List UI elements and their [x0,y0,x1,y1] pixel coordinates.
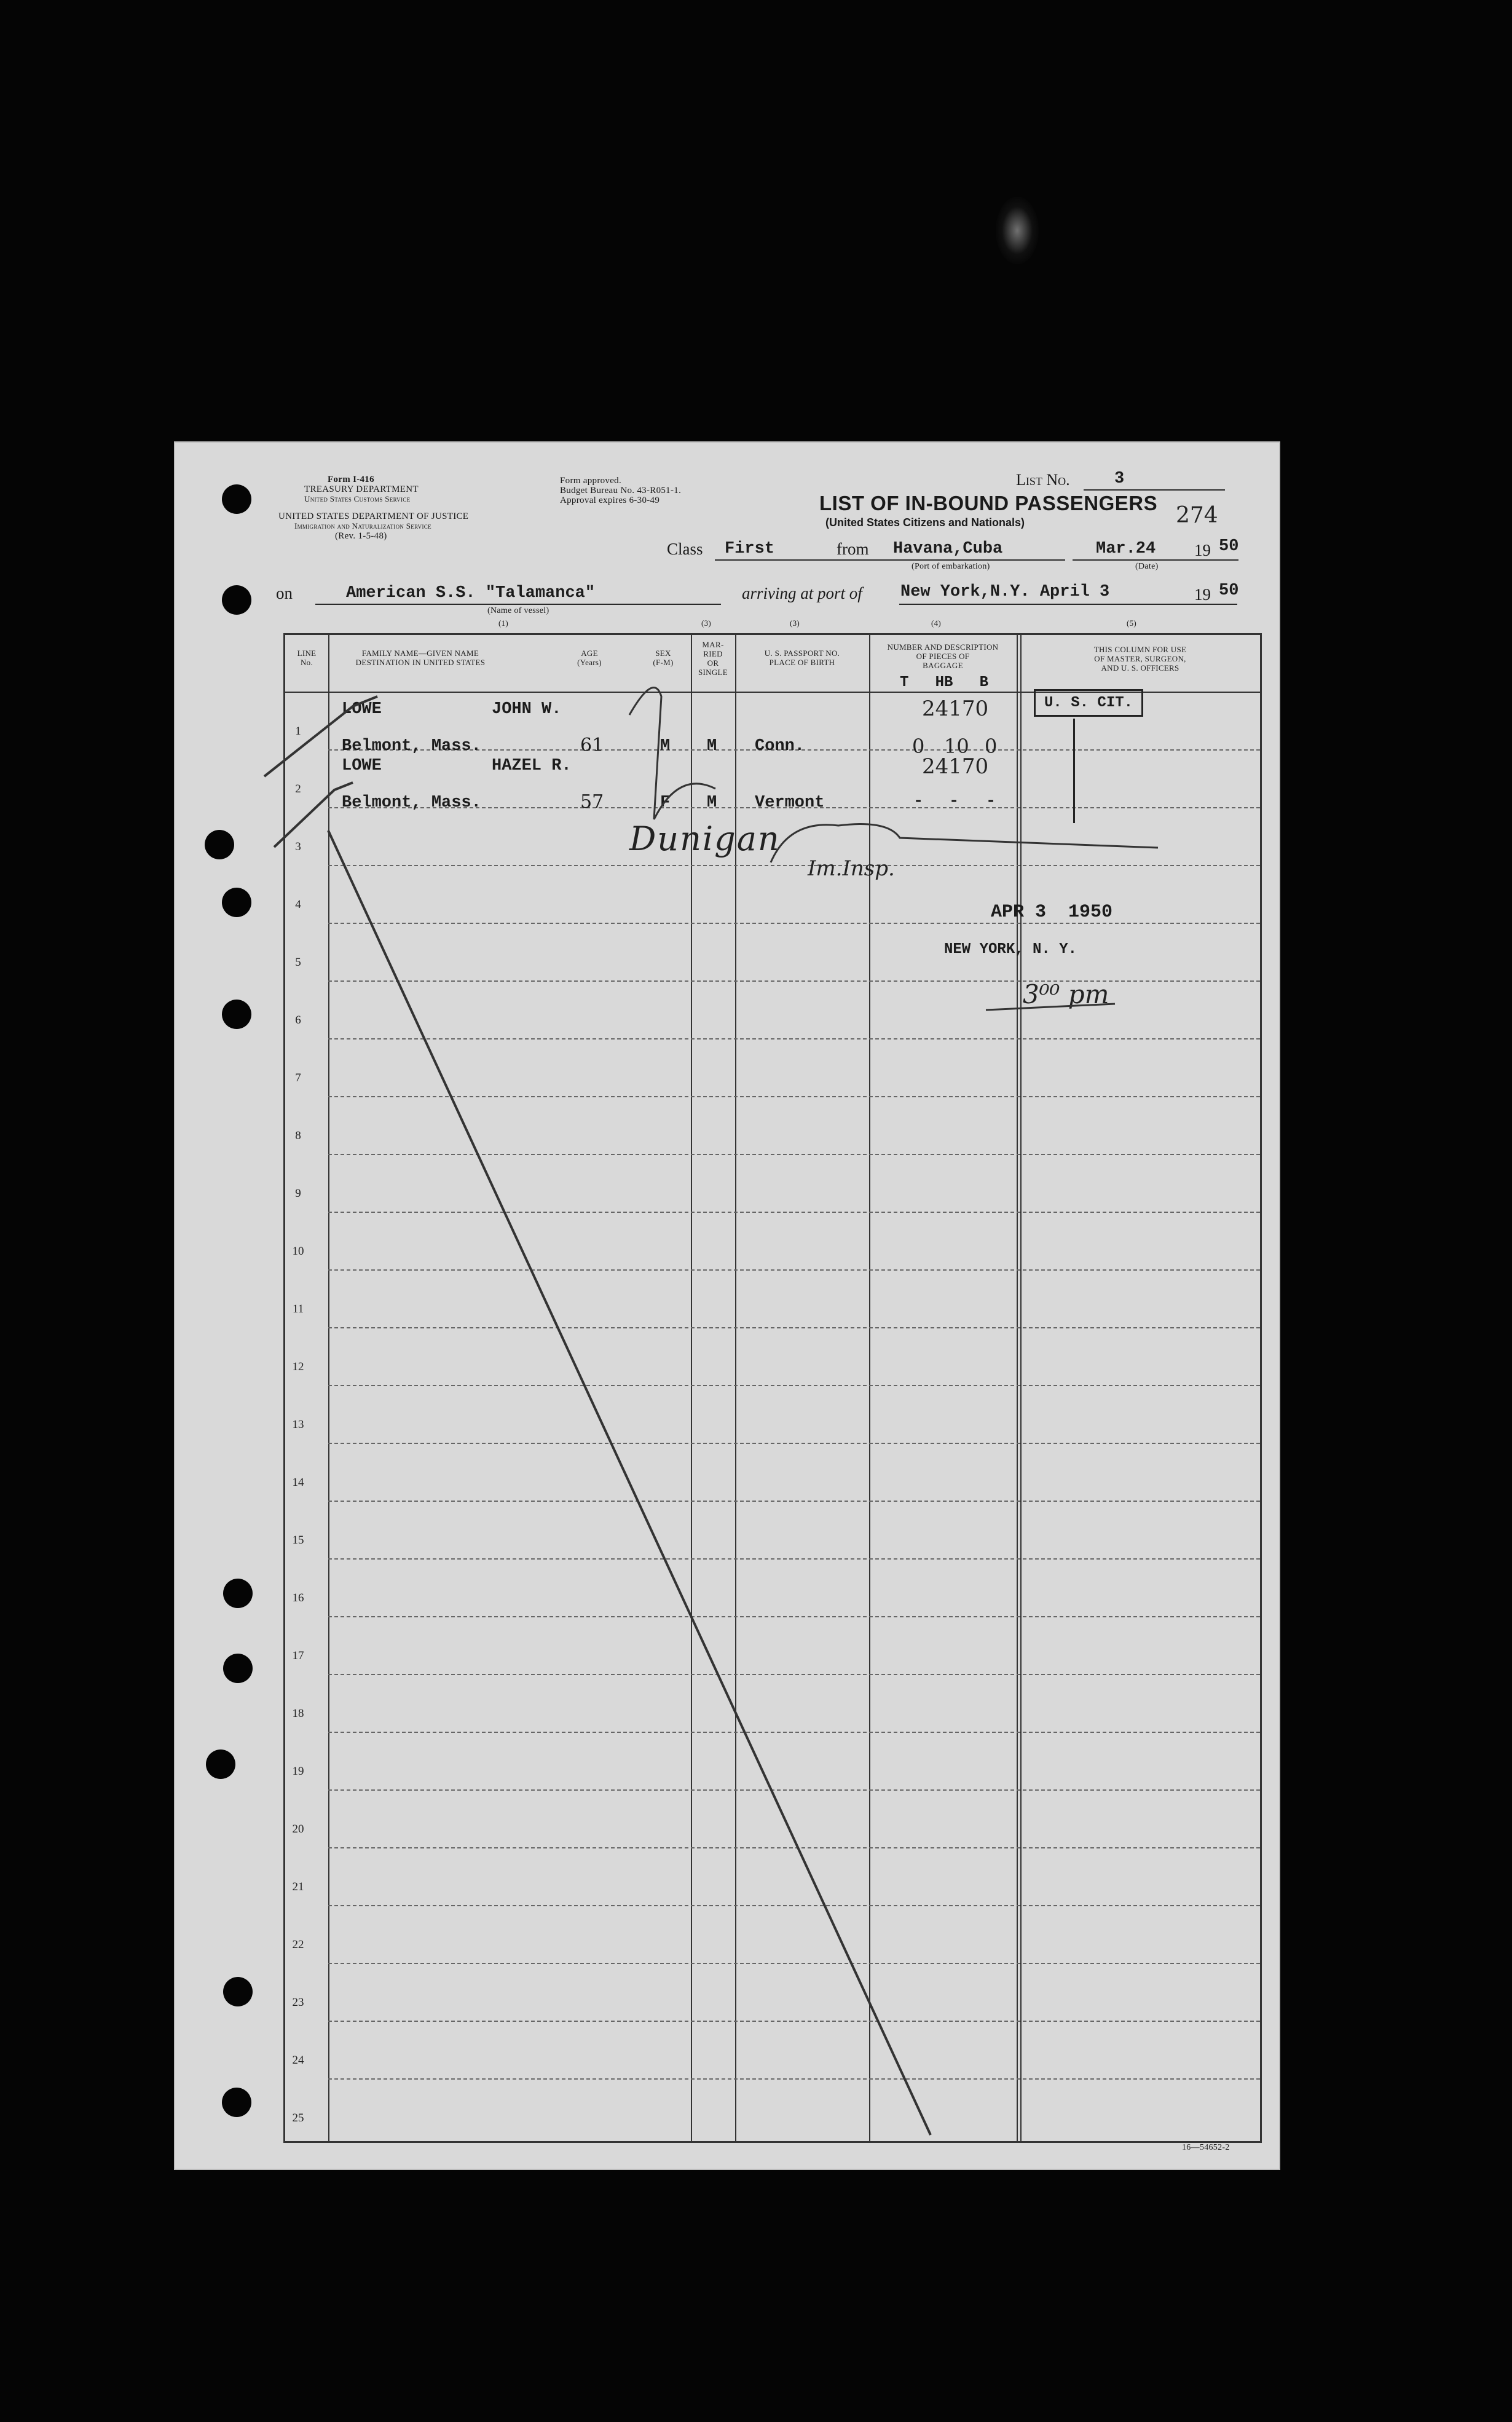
line-number: 9 [295,1187,301,1200]
budget-bureau: Budget Bureau No. 43-R051-1. [560,486,682,495]
check-stroke-2 [274,783,353,847]
vessel-col-number: (1) [498,618,509,628]
inspection-time: 3⁰⁰ pm [1023,979,1109,1009]
line-number: 1 [295,725,301,738]
header-baggage: NUMBER AND DESCRIPTION OF PIECES OF BAGGAGE [887,642,999,670]
binder-hole [223,1579,253,1608]
line-number: 5 [295,956,301,969]
header-married: MAR- RIED OR SINGLE [698,640,728,677]
year-prefix: 19 [1194,541,1211,559]
line-number: 23 [292,1996,304,2009]
void-diagonal-line [328,830,931,2135]
form-number: Form I-416 [328,475,374,484]
married-scribble [654,784,715,819]
line-number: 3 [295,840,301,853]
line-number: 21 [292,1880,304,1893]
passenger-2-destination: Belmont, Mass. [342,794,481,812]
line-number: 2 [295,783,301,795]
passenger-1-family: LOWE [342,700,382,719]
class-value: First [725,540,775,558]
treasury-dept: TREASURY DEPARTMENT [304,484,419,494]
binder-hole [222,585,251,615]
binder-hole [222,2088,251,2117]
date-underline [1073,559,1238,561]
date-value: Mar.24 [1096,540,1156,558]
passenger-1-bag-t: 0 [912,735,925,758]
justice-dept: UNITED STATES DEPARTMENT OF JUSTICE [278,511,469,521]
passenger-2-family: LOWE [342,757,382,775]
header-baggage-sub: T HB B [900,674,989,691]
class-underline [715,559,887,561]
vessel-underline [315,604,721,605]
binder-hole [205,830,234,859]
passenger-1-birth: Conn. [755,737,805,755]
line-number: 13 [292,1418,304,1431]
passenger-table [283,633,1262,2143]
on-label: on [276,584,293,602]
col-number-4: (4) [931,618,942,628]
inspector-title: Im.Insp. [808,856,895,881]
line-number: 12 [292,1360,304,1373]
line-number: 22 [292,1938,304,1951]
line-number: 25 [292,2112,304,2124]
header-sex: SEX (F-M) [653,649,674,667]
line-number: 18 [292,1707,304,1720]
line-number: 8 [295,1129,301,1142]
line-number: 11 [292,1303,304,1316]
page-number: 274 [1176,503,1218,528]
passenger-1-destination: Belmont, Mass. [342,737,481,755]
arrival-underline [899,604,1237,605]
from-underline [881,559,1065,561]
col-number-3a: (3) [701,618,712,628]
list-no-value: 3 [1114,470,1125,488]
passenger-1-sex: M [660,737,671,755]
inspection-date-stamp: APR 3 1950 [991,902,1113,923]
ins-service: Immigration and Naturalization Service [294,521,431,531]
date-caption: (Date) [1135,562,1159,571]
line-number: 17 [292,1649,304,1662]
passenger-1-age: 61 [580,735,604,756]
list-title: LIST OF IN-BOUND PASSENGERS [819,492,1158,515]
passenger-2-bag-hb: - [949,792,959,811]
binder-hole [223,1654,253,1683]
arrival-value: New York,N.Y. April 3 [900,583,1110,601]
form-revision: (Rev. 1-5-48) [335,531,387,541]
passenger-2-married: M [707,794,717,812]
sex-column-bracket [629,687,661,819]
list-no-underline [1084,489,1225,491]
passenger-2-birth: Vermont [755,794,825,812]
scanner-glare [996,197,1039,264]
line-number: 10 [292,1245,304,1258]
passenger-2-given: HAZEL R. [492,757,572,775]
header-name: FAMILY NAME—GIVEN NAME DESTINATION IN UNITED STATES [355,649,486,667]
year-value: 50 [1219,537,1239,556]
vessel-value: American S.S. "Talamanca" [346,584,596,602]
header-age: AGE (Years) [577,649,602,667]
binder-hole [222,1000,251,1029]
line-number: 7 [295,1071,301,1084]
binder-hole [223,1977,253,2006]
binder-hole [206,1749,235,1779]
passenger-1-married: M [707,737,717,755]
arriving-label: arriving at port of [742,584,862,602]
header-passport: U. S. PASSPORT NO. PLACE OF BIRTH [764,649,840,667]
signature-flourish [771,824,1158,863]
binder-hole [222,484,251,514]
passenger-1-bag-no: 24170 [922,696,989,721]
arrival-year-value: 50 [1219,582,1239,600]
citizen-stamp: U. S. CIT. [1034,689,1143,717]
passenger-1-bag-b: 0 [985,735,998,758]
inspection-place-stamp: NEW YORK, N. Y. [944,941,1077,958]
line-number: 4 [295,898,301,911]
from-value: Havana,Cuba [893,540,1003,558]
form-approved: Form approved. [560,476,622,486]
header-line: LINE No. [297,649,317,667]
footer-code: 16—54652-2 [1182,2143,1230,2152]
col-number-3b: (3) [790,618,800,628]
line-number: 14 [292,1476,304,1489]
vessel-caption: (Name of vessel) [487,606,549,615]
class-label: Class [667,540,703,558]
line-number: 15 [292,1534,304,1547]
passenger-2-bag-b: - [986,792,996,811]
passenger-2-age: 57 [580,791,604,813]
passenger-1-given: JOHN W. [492,700,562,719]
line-number: 20 [292,1823,304,1836]
binder-hole [222,888,251,917]
col-number-5: (5) [1127,618,1137,628]
passenger-2-bag-t: - [913,792,924,811]
time-underline [986,1004,1115,1010]
check-stroke-1 [264,696,377,776]
from-label: from [837,540,869,558]
arrival-year-prefix: 19 [1194,585,1211,604]
passenger-2-sex: F [660,794,671,812]
inspector-signature: Dunigan [629,819,781,858]
line-number: 19 [292,1765,304,1778]
customs-service: United States Customs Service [304,494,411,503]
line-number: 16 [292,1592,304,1604]
header-official: THIS COLUMN FOR USE OF MASTER, SURGEON, AND U. S. OFFICERS [1093,645,1187,673]
manifest-page [174,441,1280,2170]
passenger-1-bag-hb: 10 [944,735,969,758]
pen-strokes [285,635,1260,2141]
passenger-2-bag-no: 24170 [922,754,989,779]
approval-expiry: Approval expires 6-30-49 [560,495,660,505]
line-number: 24 [292,2054,304,2067]
line-number: 6 [295,1014,301,1027]
port-caption: (Port of embarkation) [912,562,990,571]
list-no-label: List No. [1016,471,1070,489]
list-subtitle: (United States Citizens and Nationals) [825,516,1025,529]
